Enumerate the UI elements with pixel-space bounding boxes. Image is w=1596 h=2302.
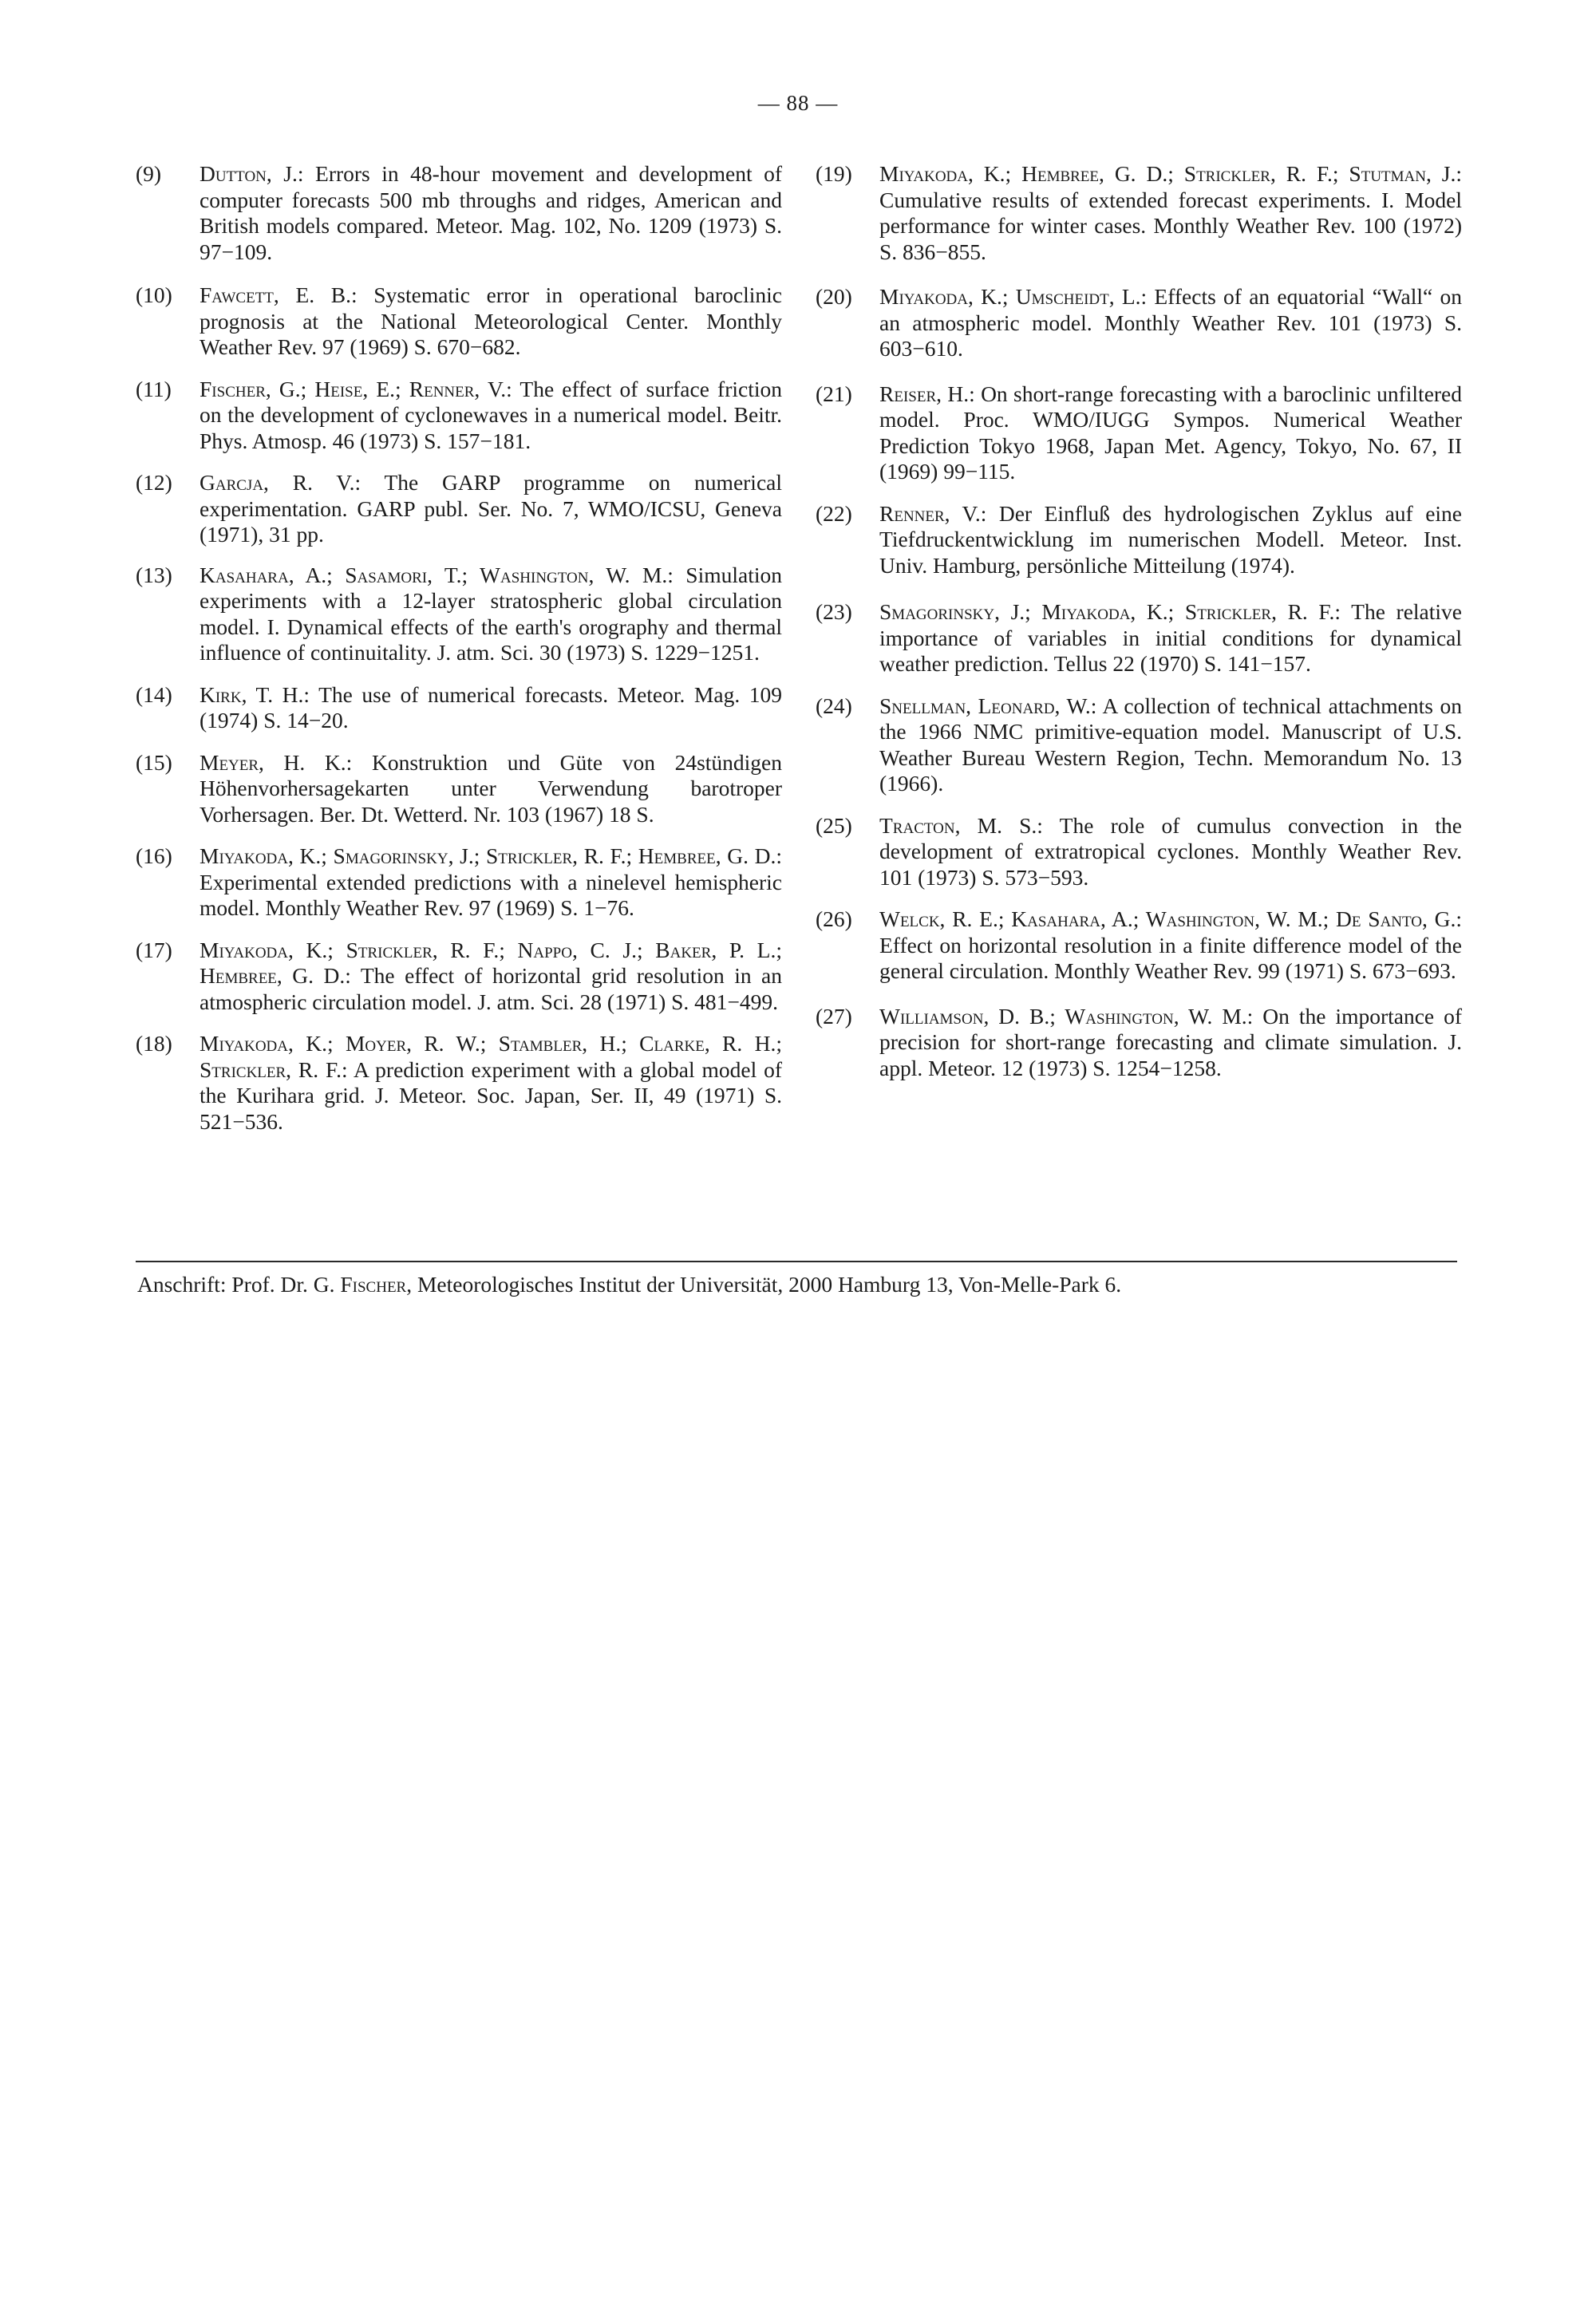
reference-citation: Effect on horizontal resolution in a finite difference model of the general circulation. Monthly Weather Rev. 99 (1971) S. 673−693.	[879, 932, 1462, 983]
reference-authors: Tracton, M. S.:	[879, 812, 1043, 838]
reference-citation: The effect of surface friction on the development of cyclonewaves in a numerical model. Beitr. Phys. Atmosp. 46 (1973) S. 157−181.	[200, 376, 782, 453]
reference-number: (26)	[816, 906, 852, 931]
reference-authors: Meyer, H. K.:	[200, 749, 353, 775]
reference-citation: On the importance of precision for short-range forecasting and climate simulation. J. appl. Meteor. 12 (1973) S. 1254−1258.	[879, 1003, 1462, 1080]
reference-text	[200, 161, 782, 265]
reference-number: (18)	[136, 1031, 172, 1056]
reference-item	[136, 1031, 782, 1135]
reference-item	[816, 284, 1462, 362]
reference-text	[200, 843, 782, 922]
reference-authors: Smagorinsky, J.; Miyakoda, K.; Strickler, R. F.:	[879, 599, 1341, 624]
references-right-column	[816, 161, 1462, 1081]
reference-citation: Konstruktion und Güte von 24stündigen Höhenvorhersagekarten unter Verwendung barotroper Vorhersagen. Ber. Dt. Wetterd. Nr. 103 (1967) 18 S.	[200, 749, 783, 827]
reference-number: (10)	[136, 282, 172, 307]
reference-authors: Reiser, H.:	[879, 381, 975, 406]
reference-item	[136, 161, 782, 265]
reference-citation: Cumulative results of extended forecast experiments. I. Model performance for winter cases. Monthly Weather Rev. 100 (1972) S. 836−855.	[879, 187, 1462, 264]
reference-citation: Experimental extended predictions with a ninelevel hemispheric model. Monthly Weather Rev. 97 (1969) S. 1−76.	[200, 869, 782, 920]
reference-number: (15)	[136, 749, 172, 775]
reference-authors: Miyakoda, K.; Smagorinsky, J.; Strickler, R. F.; Hembree, G. D.:	[200, 843, 782, 868]
reference-number: (14)	[136, 681, 172, 707]
reference-authors: Dutton, J.:	[200, 161, 304, 186]
reference-authors: Kasahara, A.; Sasamori, T.; Washington, W. M.:	[200, 562, 674, 587]
reference-citation: Simulation experiments with a 12-layer stratospheric global circulation model. I. Dynamical effects of the earth's orography and thermal influence of continuitality. J. atm. Sci. 30 (1973) S. 1229−1251.	[200, 562, 782, 665]
reference-citation: On short-range forecasting with a baroclinic unfiltered model. Proc. WMO/IUGG Sympos. Numerical Weather Prediction Tokyo 1968, Japan Met. Agency, Tokyo, No. 67, II (1969) 99−115.	[879, 381, 1463, 484]
reference-text	[200, 282, 782, 361]
reference-authors: Welck, R. E.; Kasahara, A.; Washington, W. M.; De Santo, G.:	[879, 906, 1462, 931]
reference-text	[879, 599, 1462, 677]
reference-citation: The role of cumulus convection in the development of extratropical cyclones. Monthly Weather Rev. 101 (1973) S. 573−593.	[879, 812, 1462, 890]
reference-number: (17)	[136, 937, 172, 962]
reference-text	[200, 750, 782, 828]
reference-authors: Miyakoda, K.; Umscheidt, L.:	[879, 284, 1148, 309]
reference-citation: Systematic error in operational baroclinic prognosis at the National Meteorological Center. Monthly Weather Rev. 97 (1969) S. 670−682.	[200, 282, 783, 359]
address-prefix: Anschrift: Prof. Dr. G.	[137, 1272, 335, 1297]
reference-number: (25)	[816, 812, 852, 838]
reference-text	[200, 682, 782, 734]
reference-text	[200, 1031, 782, 1135]
reference-text	[879, 381, 1462, 485]
reference-number: (20)	[816, 284, 852, 309]
reference-item	[816, 906, 1462, 985]
author-address	[137, 1272, 1494, 1297]
reference-number: (16)	[136, 843, 172, 868]
reference-authors: Williamson, D. B.; Washington, W. M.:	[879, 1003, 1254, 1029]
reference-item	[136, 682, 782, 734]
reference-citation: The use of numerical forecasts. Meteor. Mag. 109 (1974) S. 14−20.	[200, 681, 783, 732]
reference-citation: The effect of horizontal grid resolution in an atmospheric circulation model. J. atm. Sci. 28 (1971) S. 481−499.	[200, 963, 783, 1014]
reference-citation: A collection of technical attachments on the 1966 NMC primitive-equation model. Manuscript of U.S. Weather Bureau Western Region, Techn. Memorandum No. 13 (1966).	[879, 693, 1462, 796]
references-left-column	[136, 161, 782, 1135]
reference-item	[816, 693, 1462, 797]
reference-text	[879, 906, 1462, 985]
reference-item	[136, 470, 782, 548]
reference-citation: The relative importance of variables in initial conditions for dynamical weather prediction. Tellus 22 (1970) S. 141−157.	[879, 599, 1462, 676]
reference-text	[879, 693, 1462, 797]
reference-item	[816, 813, 1462, 891]
reference-authors: Garcja, R. V.:	[200, 470, 361, 495]
reference-authors: Miyakoda, K.; Moyer, R. W.; Stambler, H.; Clarke, R. H.; Strickler, R. F.:	[200, 1031, 782, 1082]
reference-number: (13)	[136, 562, 172, 587]
reference-text	[879, 813, 1462, 891]
reference-text	[200, 377, 782, 455]
reference-text	[200, 938, 782, 1016]
reference-citation: Errors in 48-hour movement and development of computer forecasts 500 mb throughs and ridges, American and British models compared. Meteor. Mag. 102, No. 1209 (1973) S. 97−109.	[200, 161, 782, 264]
reference-citation: A prediction experiment with a global model of the Kurihara grid. J. Meteor. Soc. Japan, Ser. II, 49 (1971) S. 521−536.	[200, 1056, 782, 1134]
footer-divider	[136, 1261, 1457, 1262]
reference-item	[136, 750, 782, 828]
reference-citation: The GARP programme on numerical experimentation. GARP publ. Ser. No. 7, WMO/ICSU, Geneva (1971), 31 pp.	[200, 470, 782, 547]
reference-item	[816, 381, 1462, 485]
address-author-name: Fischer,	[340, 1272, 413, 1297]
reference-item	[136, 563, 782, 666]
reference-authors: Fischer, G.; Heise, E.; Renner, V.:	[200, 376, 512, 401]
reference-item	[136, 282, 782, 361]
address-institution: Meteorologisches Institut der Universität, 2000 Hamburg 13, Von-Melle-Park 6.	[417, 1272, 1122, 1297]
page-number: — 88 —	[757, 91, 839, 115]
reference-item	[136, 843, 782, 922]
reference-item	[136, 938, 782, 1016]
reference-number: (23)	[816, 599, 852, 624]
reference-number: (22)	[816, 500, 852, 526]
reference-authors: Snellman, Leonard, W.:	[879, 693, 1097, 718]
reference-number: (9)	[136, 161, 162, 186]
reference-text	[879, 284, 1462, 362]
reference-item	[816, 501, 1462, 579]
reference-number: (19)	[816, 161, 852, 186]
reference-authors: Miyakoda, K.; Hembree, G. D.; Strickler, R. F.; Stutman, J.:	[879, 161, 1462, 186]
reference-authors: Renner, V.:	[879, 500, 987, 526]
reference-item	[136, 377, 782, 455]
reference-number: (21)	[816, 381, 852, 406]
reference-number: (27)	[816, 1003, 852, 1029]
reference-number: (12)	[136, 470, 172, 495]
reference-authors: Miyakoda, K.; Strickler, R. F.; Nappo, C. J.; Baker, P. L.; Hembree, G. D.:	[200, 937, 782, 988]
reference-authors: Kirk, T. H.:	[200, 681, 310, 707]
reference-text	[879, 1004, 1462, 1082]
reference-item	[816, 1004, 1462, 1082]
reference-text	[200, 470, 782, 548]
reference-text	[879, 501, 1462, 579]
reference-item	[816, 161, 1462, 265]
reference-text	[879, 161, 1462, 265]
reference-text	[200, 563, 782, 666]
reference-citation: Der Einfluß des hydrologischen Zyklus auf eine Tiefdruckentwicklung im numerischen Modell. Meteor. Inst. Univ. Hamburg, persönliche Mitteilung (1974).	[879, 500, 1462, 578]
reference-number: (24)	[816, 693, 852, 718]
reference-authors: Fawcett, E. B.:	[200, 282, 358, 307]
reference-item	[816, 599, 1462, 677]
reference-number: (11)	[136, 376, 172, 401]
reference-citation: Effects of an equatorial “Wall“ on an atmospheric model. Monthly Weather Rev. 101 (1973) S. 603−610.	[879, 284, 1462, 361]
